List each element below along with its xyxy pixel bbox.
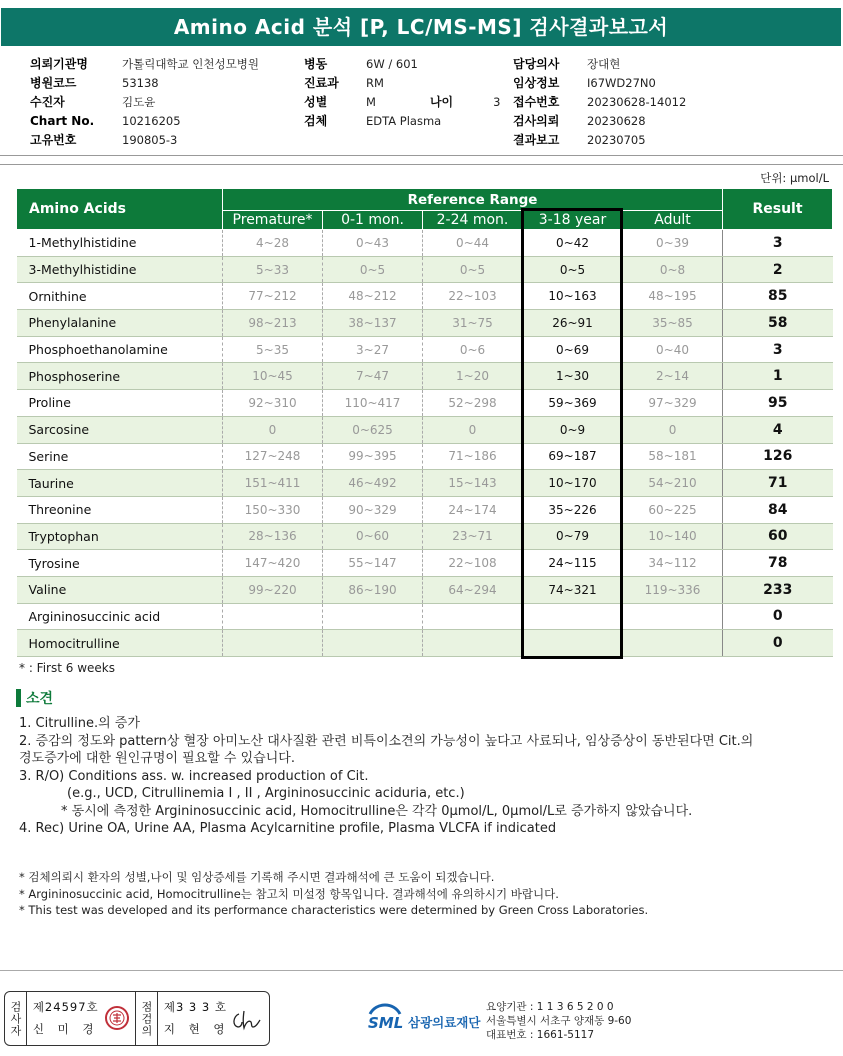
- reference-range-cell: 4~28: [223, 230, 323, 257]
- stamp-icon: [108, 1009, 126, 1027]
- reviewer-name: 지 현 영: [163, 1022, 230, 1036]
- reference-range-cell: 0~9: [523, 416, 623, 443]
- meta-label: 의뢰기관명: [30, 57, 88, 71]
- reference-range-cell: 0: [223, 416, 323, 443]
- reference-range-cell: 1~30: [523, 363, 623, 390]
- result-cell: 60: [723, 523, 833, 550]
- meta-value: 김도윤: [122, 95, 156, 109]
- reference-range-cell: 22~108: [423, 550, 523, 577]
- header-range-4: Adult: [623, 211, 723, 230]
- meta-label: Chart No.: [30, 114, 95, 128]
- reference-range-cell: 15~143: [423, 470, 523, 497]
- header-range-1: 0-1 mon.: [323, 211, 423, 230]
- reference-range-cell: 0~5: [523, 256, 623, 283]
- examiner-stamp: [105, 1006, 129, 1030]
- table-row: [17, 470, 833, 497]
- result-cell: 1: [723, 363, 833, 390]
- sml-logo-text: SML: [368, 1014, 404, 1032]
- reference-range-cell: [323, 603, 423, 630]
- header-range-0: Premature*: [223, 211, 323, 230]
- signature-box: [4, 991, 270, 1046]
- table-row: [17, 496, 833, 523]
- meta-row: [304, 93, 500, 112]
- reference-range-cell: 60~225: [623, 496, 723, 523]
- reference-range-cell: 3~27: [323, 336, 423, 363]
- meta-divider-2: [0, 164, 843, 165]
- reference-range-cell: 0~5: [423, 256, 523, 283]
- result-cell: 95: [723, 390, 833, 417]
- table-row: [17, 310, 833, 337]
- reference-range-cell: 147~420: [223, 550, 323, 577]
- reference-range-cell: [423, 630, 523, 657]
- amino-acid-name: 3-Methylhistidine: [17, 256, 223, 283]
- reference-range-cell: 10~170: [523, 470, 623, 497]
- header-result: Result: [723, 189, 833, 230]
- amino-acid-name: Argininosuccinic acid: [17, 603, 223, 630]
- result-cell: 85: [723, 283, 833, 310]
- sml-logo-icon: [366, 1000, 404, 1038]
- finding-line: 경도증가에 대한 원인규명이 필요할 수 있습니다.: [19, 751, 295, 766]
- reference-range-cell: 46~492: [323, 470, 423, 497]
- reference-range-cell: 98~213: [223, 310, 323, 337]
- footer-divider: [0, 970, 843, 971]
- findings-heading: [16, 688, 53, 708]
- org-phone: 대표번호 : 1661-5117: [486, 1029, 595, 1041]
- meta-row: [30, 93, 259, 112]
- meta-label: 접수번호: [513, 95, 560, 109]
- finding-line: * 동시에 측정한 Argininosuccinic acid, Homocitrulline은 각각 0μmol/L, 0μmol/L로 증가하지 않았습니다.: [61, 803, 693, 819]
- org-name: 삼광의료재단: [408, 1015, 481, 1030]
- org-address: 서울특별시 서초구 양재동 9-60: [486, 1015, 632, 1027]
- result-cell: 233: [723, 576, 833, 603]
- table-row: [17, 256, 833, 283]
- reference-range-cell: 24~174: [423, 496, 523, 523]
- reference-range-cell: [223, 603, 323, 630]
- reference-range-cell: 31~75: [423, 310, 523, 337]
- meta-value: 20230628: [587, 114, 646, 128]
- reference-range-cell: 38~137: [323, 310, 423, 337]
- result-cell: 3: [723, 336, 833, 363]
- table-row: [17, 550, 833, 577]
- finding-line: 4. Rec) Urine OA, Urine AA, Plasma Acylcarnitine profile, Plasma VLCFA if indicated: [19, 821, 557, 836]
- reference-range-cell: 35~226: [523, 496, 623, 523]
- examiner-license: 제24597호: [32, 1000, 99, 1014]
- unit-label: 단위: μmol/L: [760, 171, 829, 185]
- result-cell: 3: [723, 230, 833, 257]
- finding-line: 2. 증감의 정도와 pattern상 혈장 아미노산 대사질환 관련 비특이소견의 가능성이 높다고 사료되나, 임상증상이 동반된다면 Cit.의: [19, 733, 754, 749]
- table-row: [17, 576, 833, 603]
- reference-range-cell: 69~187: [523, 443, 623, 470]
- reference-range-cell: 99~395: [323, 443, 423, 470]
- reference-range-cell: 86~190: [323, 576, 423, 603]
- meta-row: [30, 112, 259, 131]
- org-info: [486, 1000, 631, 1042]
- meta-divider: [0, 155, 843, 156]
- reference-range-cell: 23~71: [423, 523, 523, 550]
- reference-range-cell: 99~220: [223, 576, 323, 603]
- amino-acid-name: 1-Methylhistidine: [17, 230, 223, 257]
- meta-value: 10216205: [122, 114, 181, 128]
- reference-range-cell: 0~39: [623, 230, 723, 257]
- reference-range-cell: 52~298: [423, 390, 523, 417]
- reference-range-cell: [223, 630, 323, 657]
- meta-label: 진료과: [304, 76, 339, 90]
- amino-acid-name: Phenylalanine: [17, 310, 223, 337]
- meta-value: 53138: [122, 76, 159, 90]
- reference-range-cell: 71~186: [423, 443, 523, 470]
- reference-range-cell: 48~212: [323, 283, 423, 310]
- result-cell: 4: [723, 416, 833, 443]
- meta-sub-label: 나이: [429, 95, 454, 109]
- amino-acid-name: Sarcosine: [17, 416, 223, 443]
- reviewer-cell: [158, 992, 269, 1045]
- result-cell: 2: [723, 256, 833, 283]
- result-cell: 78: [723, 550, 833, 577]
- reference-range-cell: [523, 603, 623, 630]
- footnotes: [19, 869, 648, 919]
- meta-col-1: [30, 55, 259, 150]
- header-amino-acids: Amino Acids: [17, 189, 223, 230]
- reference-range-cell: 127~248: [223, 443, 323, 470]
- reference-range-cell: 58~181: [623, 443, 723, 470]
- table-row: [17, 283, 833, 310]
- reference-range-cell: 0~40: [623, 336, 723, 363]
- meta-row: [513, 131, 686, 150]
- meta-label: 담당의사: [513, 57, 560, 71]
- table-row: [17, 443, 833, 470]
- amino-acid-name: Serine: [17, 443, 223, 470]
- reference-range-cell: 2~14: [623, 363, 723, 390]
- meta-row: [30, 55, 259, 74]
- meta-sub-value: 3: [493, 95, 501, 109]
- examiner-name: 신 미 경: [32, 1022, 99, 1036]
- reference-range-cell: 34~112: [623, 550, 723, 577]
- examiner-label-text: 검사자: [8, 1000, 22, 1037]
- reference-range-cell: 0~60: [323, 523, 423, 550]
- amino-acid-name: Ornithine: [17, 283, 223, 310]
- reviewer-license: 제3 3 3 호: [163, 1000, 227, 1014]
- meta-value: 20230705: [587, 133, 646, 147]
- meta-row: [513, 55, 686, 74]
- reference-range-cell: 26~91: [523, 310, 623, 337]
- meta-value: 190805-3: [122, 133, 178, 147]
- result-cell: 0: [723, 603, 833, 630]
- result-cell: 126: [723, 443, 833, 470]
- meta-value: EDTA Plasma: [366, 114, 442, 128]
- finding-line: (e.g., UCD, Citrullinemia I , II , Argininosuccinic aciduria, etc.): [67, 786, 465, 801]
- reference-range-cell: 74~321: [523, 576, 623, 603]
- findings-title: 소견: [26, 691, 54, 707]
- amino-acid-name: Phosphoserine: [17, 363, 223, 390]
- table-row: [17, 336, 833, 363]
- reference-range-cell: [623, 630, 723, 657]
- reference-range-cell: 0: [623, 416, 723, 443]
- reference-range-cell: 0~6: [423, 336, 523, 363]
- meta-label: 검체: [304, 114, 328, 128]
- header-range-3: 3-18 year: [523, 211, 623, 230]
- reference-range-cell: 150~330: [223, 496, 323, 523]
- reference-range-cell: [523, 630, 623, 657]
- reference-range-cell: 151~411: [223, 470, 323, 497]
- meta-row: [513, 74, 686, 93]
- reference-range-cell: [323, 630, 423, 657]
- meta-row: [30, 74, 259, 93]
- reference-range-cell: 119~336: [623, 576, 723, 603]
- reference-range-cell: 110~417: [323, 390, 423, 417]
- reference-range-cell: 77~212: [223, 283, 323, 310]
- org-code: 요양기관 : 1 1 3 6 5 2 0 0: [486, 1001, 614, 1013]
- reference-range-cell: 1~20: [423, 363, 523, 390]
- amino-acid-name: Tyrosine: [17, 550, 223, 577]
- table-row: [17, 363, 833, 390]
- meta-row: [30, 131, 259, 150]
- findings-marker: [16, 689, 21, 707]
- amino-acid-table: [16, 188, 833, 657]
- table-row: [17, 416, 833, 443]
- meta-label: 성별: [304, 95, 328, 109]
- reference-range-cell: 0~5: [323, 256, 423, 283]
- meta-label: 임상정보: [513, 76, 560, 90]
- meta-value: 6W / 601: [366, 57, 418, 71]
- reference-range-cell: 64~294: [423, 576, 523, 603]
- meta-row: [304, 74, 500, 93]
- meta-row: [513, 112, 686, 131]
- reference-range-cell: 0~625: [323, 416, 423, 443]
- reference-range-cell: 28~136: [223, 523, 323, 550]
- examiner-cell: [27, 992, 136, 1045]
- reference-range-cell: 7~47: [323, 363, 423, 390]
- amino-acid-name: Homocitrulline: [17, 630, 223, 657]
- result-cell: 71: [723, 470, 833, 497]
- reference-range-cell: 0~79: [523, 523, 623, 550]
- reference-range-cell: 10~163: [523, 283, 623, 310]
- meta-label: 병동: [304, 57, 328, 71]
- amino-acid-name: Valine: [17, 576, 223, 603]
- reference-range-cell: 90~329: [323, 496, 423, 523]
- finding-line: 1. Citrulline.의 증가: [19, 716, 140, 731]
- reference-range-cell: 5~35: [223, 336, 323, 363]
- reference-range-cell: 10~45: [223, 363, 323, 390]
- amino-acid-name: Threonine: [17, 496, 223, 523]
- meta-col-3: [513, 55, 686, 150]
- meta-value: M: [366, 95, 376, 109]
- table-row: [17, 523, 833, 550]
- finding-line: 3. R/O) Conditions ass. w. increased production of Cit.: [19, 768, 369, 784]
- footnote-line: * This test was developed and its performance characteristics were determined by Green Cross Laboratories.: [19, 903, 649, 917]
- amino-acid-name: Tryptophan: [17, 523, 223, 550]
- sml-logo: [366, 1000, 480, 1038]
- table-row: [17, 603, 833, 630]
- findings-text: [19, 715, 753, 838]
- reference-range-cell: 0~69: [523, 336, 623, 363]
- reference-range-cell: 59~369: [523, 390, 623, 417]
- reference-range-cell: 10~140: [623, 523, 723, 550]
- report-title: Amino Acid 분석 [P, LC/MS-MS] 검사결과보고서: [1, 8, 841, 46]
- reference-range-cell: 22~103: [423, 283, 523, 310]
- reviewer-signature-icon: [229, 1008, 263, 1032]
- meta-row: [513, 93, 686, 112]
- reference-range-cell: 97~329: [623, 390, 723, 417]
- result-cell: 0: [723, 630, 833, 657]
- amino-acid-name: Taurine: [17, 470, 223, 497]
- table-row: [17, 630, 833, 657]
- meta-value: RM: [366, 76, 384, 90]
- meta-value: 20230628-14012: [587, 95, 687, 109]
- reviewer-label: [136, 992, 158, 1045]
- premature-note: * : First 6 weeks: [19, 661, 115, 675]
- reference-range-cell: 0~42: [523, 230, 623, 257]
- footnote-line: * Argininosuccinic acid, Homocitrulline는 참고치 미설정 항목입니다. 결과해석에 유의하시기 바랍니다.: [19, 886, 559, 901]
- meta-col-2: [304, 55, 500, 131]
- reference-range-cell: 55~147: [323, 550, 423, 577]
- header-range-2: 2-24 mon.: [423, 211, 523, 230]
- reference-range-cell: [423, 603, 523, 630]
- reviewer-label-text: 점검의: [139, 1000, 153, 1037]
- meta-label: 고유번호: [30, 133, 77, 147]
- reference-range-cell: 5~33: [223, 256, 323, 283]
- meta-row: [304, 55, 500, 74]
- table-row: [17, 230, 833, 257]
- reference-range-cell: 24~115: [523, 550, 623, 577]
- table-row: [17, 390, 833, 417]
- meta-label: 병원코드: [30, 76, 77, 90]
- meta-value: I67WD27N0: [587, 76, 656, 90]
- examiner-label: [5, 992, 27, 1045]
- reference-range-cell: 92~310: [223, 390, 323, 417]
- reference-range-cell: 48~195: [623, 283, 723, 310]
- amino-acid-name: Phosphoethanolamine: [17, 336, 223, 363]
- reference-range-cell: [623, 603, 723, 630]
- reference-range-cell: 54~210: [623, 470, 723, 497]
- meta-value: 가톨릭대학교 인천성모병원: [122, 57, 259, 71]
- reference-range-cell: 0~8: [623, 256, 723, 283]
- reference-range-cell: 35~85: [623, 310, 723, 337]
- header-reference-range: Reference Range: [223, 189, 723, 211]
- meta-label: 검사의뢰: [513, 114, 560, 128]
- amino-acid-name: Proline: [17, 390, 223, 417]
- meta-label: 결과보고: [513, 133, 560, 147]
- meta-value: 장대현: [587, 57, 621, 71]
- reference-range-cell: 0~43: [323, 230, 423, 257]
- result-cell: 84: [723, 496, 833, 523]
- meta-row: [304, 112, 500, 131]
- footnote-line: * 검체의뢰시 환자의 성별,나이 및 임상증세를 기록해 주시면 결과해석에 큰 도움이 되겠습니다.: [19, 870, 495, 884]
- reference-range-cell: 0: [423, 416, 523, 443]
- meta-label: 수진자: [30, 95, 65, 109]
- result-cell: 58: [723, 310, 833, 337]
- reference-range-cell: 0~44: [423, 230, 523, 257]
